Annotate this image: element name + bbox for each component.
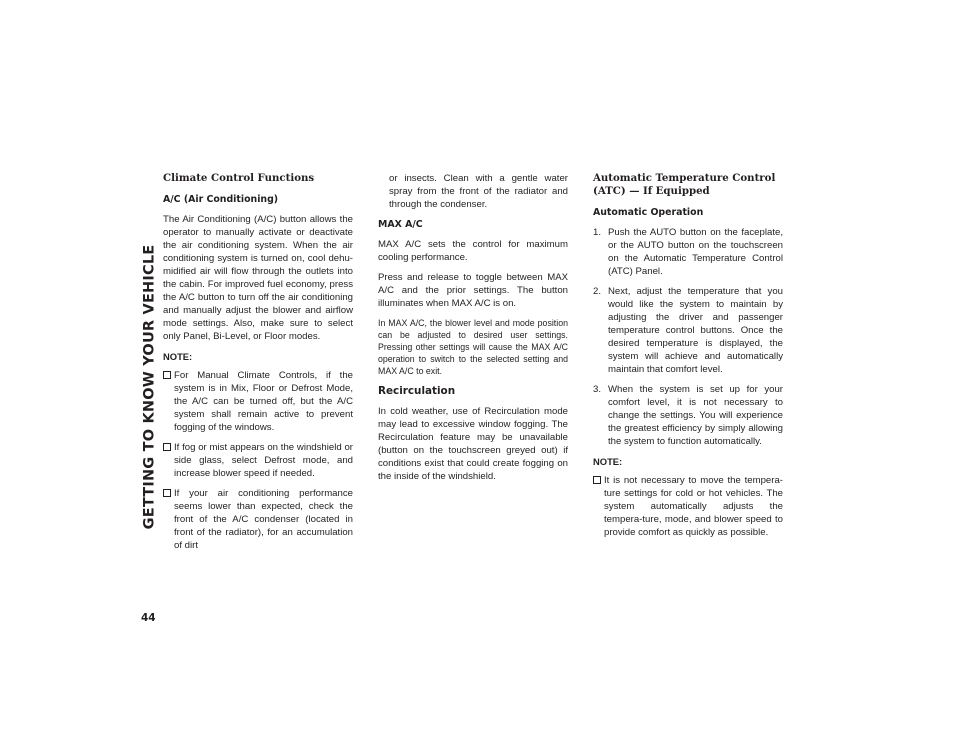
note-label: NOTE: bbox=[163, 351, 193, 362]
maxac-heading: MAX A/C bbox=[378, 219, 423, 230]
checkbox-bullet-icon bbox=[163, 489, 171, 497]
page-number: 44 bbox=[141, 612, 156, 624]
ac-paragraph: The Air Conditioning (A/C) button allows the operator to manually activate or deactivate the air conditioning system. When the air conditioning system is turned on, cool dehu-midified air will flow through the outlets into the cabin. For improved fuel economy, press the A/C button to turn off the air conditioning and manually adjust the blower and airflow mode settings. Also, make sure to select only Panel, Bi-Level, or Floor modes. bbox=[163, 214, 353, 342]
list-item: 3. When the system is set up for your comfort level, it is not necessary to change the settings. You will experience the greatest efficiency by simply allowing the system to function automatically. bbox=[593, 384, 783, 447]
recirculation-paragraph: In cold weather, use of Recirculation mode may lead to excessive window fogging. The Recirculation feature may be unavailable (button on the touchscreen greyed out) if conditions exist that could create fogging on the inside of the windshield. bbox=[378, 406, 568, 482]
section-side-tab bbox=[140, 172, 158, 602]
recirculation-heading: Recirculation bbox=[378, 385, 456, 397]
checkbox-bullet-icon bbox=[593, 476, 601, 484]
list-item: It is not necessary to move the tempera-ture settings for cold or hot vehicles. The system automatically adjusts the tempera-ture, mode, and blower speed to provide comfort as quickly as possible. bbox=[593, 474, 783, 539]
maxac-paragraph-3: In MAX A/C, the blower level and mode position can be adjusted to desired user settings. Pressing other settings will cause the MAX A/C operation to switch to the selected setting and MAX A/C to exit. bbox=[378, 318, 568, 376]
ac-subheading: A/C (Air Conditioning) bbox=[163, 194, 279, 205]
maxac-paragraph-2: Press and release to toggle between MAX A/C and the prior settings. The button illuminates when MAX A/C is on. bbox=[378, 272, 568, 309]
section-title: GETTING TO KNOW YOUR VEHICLE bbox=[141, 244, 157, 530]
column-3 bbox=[593, 172, 783, 546]
list-item: For Manual Climate Controls, if the system is in Mix, Floor or Defrost Mode, the A/C can be turned off, but the A/C system shall remain active to prevent fogging of the windows. bbox=[163, 369, 353, 434]
list-item: If your air conditioning performance seems lower than expected, check the front of the A/C condenser (located in front of the radiator), for an accumulation of dirt bbox=[163, 487, 353, 552]
climate-heading: Climate Control Functions bbox=[163, 172, 315, 184]
list-item: 1. Push the AUTO button on the faceplate, or the AUTO button on the touchscreen on the Automatic Temperature Control (ATC) Panel. bbox=[593, 227, 783, 277]
checkbox-bullet-icon bbox=[163, 443, 171, 451]
atc-heading: Automatic Temperature Control (ATC) — If Equipped bbox=[593, 172, 776, 197]
list-item: 2. Next, adjust the temperature that you would like the system to maintain by adjusting the driver and passenger temperature control buttons. Once the desired temperature is displayed, the system will achieve and automatically maintain that comfort level. bbox=[593, 286, 783, 375]
list-item: If fog or mist appears on the windshield or side glass, select Defrost mode, and increase blower speed if needed. bbox=[163, 441, 353, 480]
column-1 bbox=[163, 172, 353, 559]
note-label: NOTE: bbox=[593, 456, 623, 467]
column-2 bbox=[378, 172, 568, 490]
auto-operation-subheading: Automatic Operation bbox=[593, 207, 704, 218]
checkbox-bullet-icon bbox=[163, 371, 171, 379]
maxac-paragraph-1: MAX A/C sets the control for maximum cooling performance. bbox=[378, 239, 568, 263]
bullet-continuation: or insects. Clean with a gentle water spray from the front of the radiator and through the condenser. bbox=[389, 173, 568, 210]
